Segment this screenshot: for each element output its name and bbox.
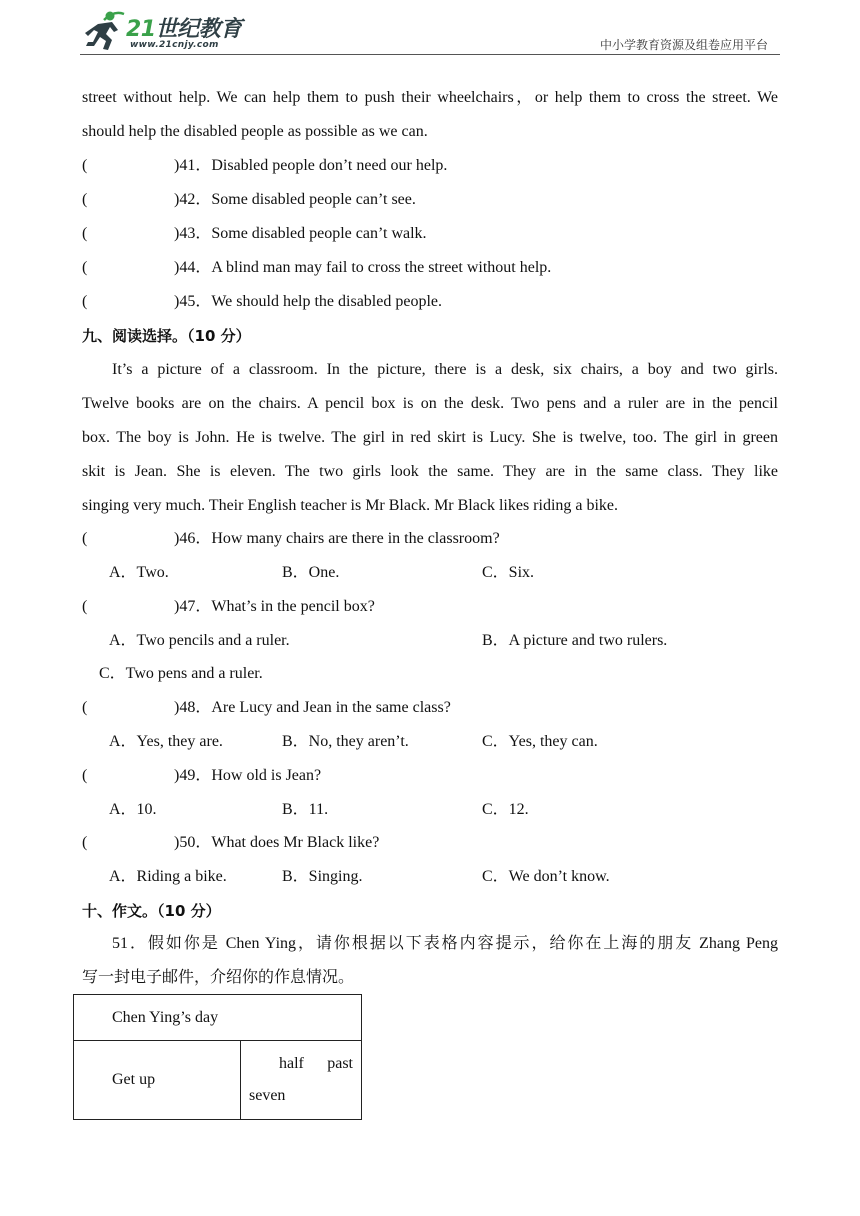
question-text: How old is Jean? <box>211 767 322 784</box>
question-42 <box>82 190 416 210</box>
question-text: What’s in the pencil box? <box>211 598 375 615</box>
option-a: A．Two. <box>109 564 169 581</box>
answer-paren: ( <box>82 259 88 276</box>
schedule-table <box>73 994 362 1120</box>
question-44 <box>82 258 551 278</box>
table-header: Chen Ying’s day <box>74 995 362 1041</box>
writing-prompt: 51．假如你是 Chen Ying，请你根据以下表格内容提示，给你在上海的朋友 Zhang Peng <box>112 935 778 952</box>
question-number: )48． <box>174 699 212 716</box>
question-50 <box>82 833 379 853</box>
question-number: )46． <box>174 530 212 547</box>
logo-url: www.21cnjy.com <box>130 40 219 50</box>
table-row <box>74 1041 362 1120</box>
question-47 <box>82 597 375 617</box>
option-b: B．No, they aren’t. <box>282 733 409 750</box>
question-49 <box>82 766 321 786</box>
question-text: Are Lucy and Jean in the same class? <box>211 699 451 716</box>
logo-title: 21世纪教育 <box>126 17 242 42</box>
answer-paren: ( <box>82 157 88 174</box>
activity-cell: Get up <box>74 1041 241 1120</box>
passage-line: skit is Jean. She is eleven. The two girls look the same. They are in the same class. They like <box>82 463 778 480</box>
answer-paren: ( <box>82 530 88 547</box>
answer-paren: ( <box>82 191 88 208</box>
header-divider <box>80 54 780 55</box>
question-number: )45． <box>174 293 212 310</box>
question-text: Some disabled people can’t walk. <box>211 225 427 242</box>
option-c: C．Six. <box>482 564 535 581</box>
question-number: )41． <box>174 157 212 174</box>
page-header <box>80 10 780 56</box>
option-a: A．Two pencils and a ruler. <box>109 632 290 649</box>
question-43 <box>82 224 427 244</box>
passage-line: Twelve books are on the chairs. A pencil box is on the desk. Two pens and a ruler are in the pencil <box>82 395 778 412</box>
running-man-icon <box>80 10 126 54</box>
option-a: A．Yes, they are. <box>109 733 223 750</box>
answer-paren: ( <box>82 598 88 615</box>
option-b: B．One. <box>282 564 340 581</box>
answer-paren: ( <box>82 225 88 242</box>
question-number: )50． <box>174 834 212 851</box>
option-b: B．11. <box>282 801 329 818</box>
passage-line: box. The boy is John. He is twelve. The girl in red skirt is Lucy. She is twelve, too. The girl in green <box>82 429 778 446</box>
answer-paren: ( <box>82 834 88 851</box>
section-9-title: 九、阅读选择。（10 分） <box>82 327 251 345</box>
option-c: C．Two pens and a ruler. <box>99 665 263 682</box>
answer-paren: ( <box>82 293 88 310</box>
option-b: B．Singing. <box>282 868 363 885</box>
question-45 <box>82 292 442 312</box>
passage-line: singing very much. Their English teacher is Mr Black. Mr Black likes riding a bike. <box>82 497 619 514</box>
question-48 <box>82 698 451 718</box>
passage-line: street without help. We can help them to push their wheelchairs，or help them to cross the street. We <box>82 89 778 106</box>
question-41 <box>82 156 447 176</box>
site-logo <box>80 10 260 54</box>
table-row <box>74 995 362 1041</box>
question-number: )44． <box>174 259 212 276</box>
writing-prompt: 写一封电子邮件，介绍你的作息情况。 <box>82 969 355 986</box>
time-cell <box>241 1041 362 1120</box>
question-number: )49． <box>174 767 212 784</box>
question-text: Disabled people don’t need our help. <box>211 157 448 174</box>
time-line: seven <box>249 1087 286 1104</box>
question-text: How many chairs are there in the classroom? <box>211 530 500 547</box>
option-c: C．12. <box>482 801 529 818</box>
option-a: A．10. <box>109 801 157 818</box>
question-46 <box>82 529 500 549</box>
passage-line: should help the disabled people as possible as we can. <box>82 123 428 140</box>
answer-paren: ( <box>82 699 88 716</box>
option-c: C．Yes, they can. <box>482 733 598 750</box>
question-number: )42． <box>174 191 212 208</box>
section-10-title: 十、作文。（10 分） <box>82 902 221 920</box>
question-text: A blind man may fail to cross the street without help. <box>211 259 552 276</box>
option-c: C．We don’t know. <box>482 868 610 885</box>
time-line: half past <box>279 1055 353 1072</box>
question-number: )47． <box>174 598 212 615</box>
platform-name: 中小学教育资源及组卷应用平台 <box>599 38 768 52</box>
question-text: Some disabled people can’t see. <box>211 191 416 208</box>
question-text: What does Mr Black like? <box>211 834 380 851</box>
question-text: We should help the disabled people. <box>211 293 442 310</box>
question-number: )43． <box>174 225 212 242</box>
passage-line: It’s a picture of a classroom. In the picture, there is a desk, six chairs, a boy and two girls. <box>112 361 778 378</box>
option-a: A．Riding a bike. <box>109 868 227 885</box>
option-b: B．A picture and two rulers. <box>482 632 668 649</box>
answer-paren: ( <box>82 767 88 784</box>
